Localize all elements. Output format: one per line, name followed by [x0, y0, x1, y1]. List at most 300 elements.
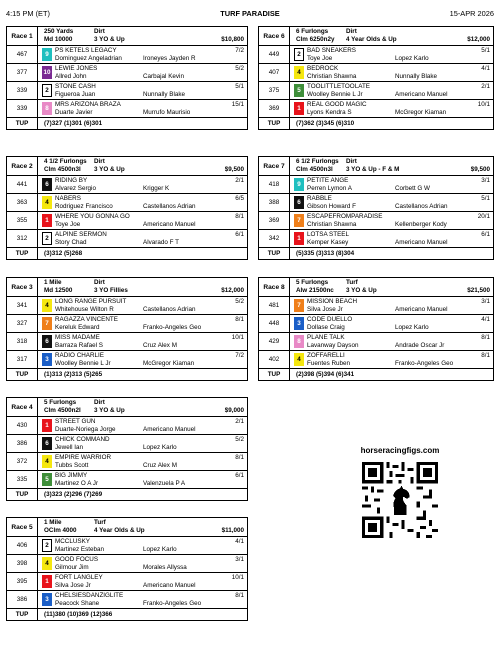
- race-purse: $21,500: [467, 287, 490, 294]
- figure-number: 342: [259, 230, 290, 248]
- brand-url[interactable]: horseracingfigs.com: [360, 446, 440, 455]
- race-date: 15-APR 2026: [449, 9, 494, 18]
- jockey-name: Gibson Howard F: [307, 202, 356, 210]
- race-number: Race 4: [7, 398, 38, 417]
- morning-line-odds: 3/1: [235, 556, 244, 563]
- figure-number: 363: [7, 194, 38, 212]
- race-conditions: [38, 398, 248, 417]
- morning-line-odds: 8/1: [481, 334, 490, 341]
- tup-values: (3)323 (2)296 (7)269: [38, 489, 248, 501]
- entry-row: [7, 297, 248, 315]
- trainer-name: Castellanos Adrian: [143, 305, 196, 313]
- jockey-name: Woolley Bennie L Jr: [55, 359, 111, 367]
- morning-line-odds: 8/1: [235, 454, 244, 461]
- horse-name: MISSION BEACH: [307, 298, 358, 305]
- horse-name: PS KETELS LEGACY: [55, 47, 117, 54]
- race-age: 3 YO Fillies: [94, 287, 128, 294]
- horse-name: STREET GUN: [55, 418, 96, 425]
- race-class: Clm 4500n3l: [44, 166, 81, 173]
- morning-line-odds: 6/1: [481, 231, 490, 238]
- race-distance: 6 1/2 Furlongs: [296, 158, 339, 165]
- entry-cell: [38, 315, 248, 333]
- entry-row: [7, 212, 248, 230]
- race-number: Race 7: [259, 157, 290, 176]
- race-purse: $11,000: [221, 527, 244, 534]
- tup-row: [7, 248, 248, 260]
- morning-line-odds: 5/2: [235, 65, 244, 72]
- jockey-name: Peacock Shane: [55, 599, 100, 607]
- saddlecloth-number: 1: [294, 232, 304, 245]
- race-number: Race 2: [7, 157, 38, 176]
- jockey-name: Lavanway Dayson: [307, 341, 359, 349]
- entry-row: [259, 315, 494, 333]
- tup-label: TUP: [259, 369, 290, 381]
- trainer-name: Lopez Karlo: [395, 323, 429, 331]
- post-time: 4:15 PM (ET): [6, 9, 50, 18]
- race-conditions-line-2: [44, 407, 244, 415]
- race-class: Clm 4500n2l: [44, 407, 81, 414]
- morning-line-odds: 20/1: [477, 213, 490, 220]
- saddlecloth-number: 1: [42, 419, 52, 432]
- trainer-name: Corbett G W: [395, 184, 430, 192]
- horse-name: RIDING BY: [55, 177, 88, 184]
- morning-line-odds: 2/1: [481, 83, 490, 90]
- race-number: Race 3: [7, 278, 38, 297]
- horse-name: FORT LANGLEY: [55, 574, 103, 581]
- horse-name: CODE DUELLO: [307, 316, 353, 323]
- morning-line-odds: 8/1: [235, 592, 244, 599]
- entry-cell: [38, 471, 248, 489]
- horse-name: EMPIRE WARRIOR: [55, 454, 112, 461]
- horse-name: MRS ARIZONA BRAZA: [55, 101, 121, 108]
- race-conditions-line-2: [44, 527, 244, 535]
- horse-name: PLANE TALK: [307, 334, 345, 341]
- horse-name: RABBLE: [307, 195, 332, 202]
- race-number: Race 1: [7, 27, 38, 46]
- trainer-name: Franko-Angeles Geo: [395, 359, 454, 367]
- entry-row: [259, 230, 494, 248]
- saddlecloth-number: 10: [42, 66, 52, 79]
- race-conditions-line-1: [44, 399, 244, 407]
- entry-cell: [290, 297, 494, 315]
- jockey-name: Perren Lymon A: [307, 184, 352, 192]
- saddlecloth-number: 2: [42, 84, 52, 97]
- race-number: Race 6: [259, 27, 290, 46]
- horse-name: CHELSIESDANZIGLITE: [55, 592, 124, 599]
- saddlecloth-number: 7: [294, 299, 304, 312]
- race-age: 4 Year Olds & Up: [94, 527, 145, 534]
- entry-cell: [290, 351, 494, 369]
- entry-cell: [38, 573, 248, 591]
- entry-cell: [290, 212, 494, 230]
- horse-name: MCCLUSKY: [55, 538, 90, 545]
- trainer-name: Lopez Karlo: [143, 545, 177, 553]
- saddlecloth-number: 7: [294, 214, 304, 227]
- morning-line-odds: 5/2: [235, 298, 244, 305]
- entry-row: [7, 333, 248, 351]
- saddlecloth-number: 4: [42, 299, 52, 312]
- race-class: Alw 21500nc: [296, 287, 334, 294]
- figure-number: 355: [7, 212, 38, 230]
- morning-line-odds: 5/2: [235, 436, 244, 443]
- trainer-name: Americano Manuel: [395, 90, 448, 98]
- horse-name: NABERS: [55, 195, 81, 202]
- saddlecloth-number: 6: [294, 196, 304, 209]
- trainer-name: Americano Manuel: [395, 238, 448, 246]
- race-surface: Dirt: [94, 28, 105, 35]
- track-name: TURF PARADISE: [220, 9, 280, 18]
- morning-line-odds: 7/2: [235, 47, 244, 54]
- trainer-name: Valenzuela P A: [143, 479, 186, 487]
- horse-name: TOOLITTLETOOLATE: [307, 83, 370, 90]
- trainer-name: Nunnally Blake: [143, 90, 186, 98]
- horse-name: ALPINE SERMON: [55, 231, 107, 238]
- entry-cell: [290, 82, 494, 100]
- race-class: Md 12500: [44, 287, 73, 294]
- morning-line-odds: 5/1: [481, 47, 490, 54]
- horse-name: ESCAPEFROMPARADISE: [307, 213, 383, 220]
- figure-number: 369: [259, 100, 290, 118]
- morning-line-odds: 2/1: [235, 418, 244, 425]
- jockey-name: Silva Jose Jr: [307, 305, 343, 313]
- jockey-name: Toye Joe: [307, 54, 333, 62]
- race-age: 3 YO & Up: [94, 36, 125, 43]
- entry-cell: [38, 537, 248, 555]
- saddlecloth-number: 2: [42, 539, 52, 552]
- tup-label: TUP: [7, 489, 38, 501]
- entry-row: [259, 351, 494, 369]
- saddlecloth-number: 5: [42, 473, 52, 486]
- race-number: Race 8: [259, 278, 290, 297]
- jockey-name: Jewell Ian: [55, 443, 84, 451]
- entry-row: [7, 315, 248, 333]
- figure-number: 467: [7, 46, 38, 64]
- entry-cell: [38, 176, 248, 194]
- saddlecloth-number: 1: [294, 102, 304, 115]
- race-conditions: [38, 157, 248, 176]
- entry-cell: [38, 351, 248, 369]
- entry-cell: [290, 64, 494, 82]
- race-conditions-line-1: [296, 158, 490, 166]
- jockey-name: Lyons Kendra S: [307, 108, 352, 116]
- tup-values: (11)380 (10)369 (12)366: [38, 609, 248, 621]
- race-surface: Dirt: [94, 279, 105, 286]
- jockey-name: Dominguez Angeladrian: [55, 54, 122, 62]
- figure-number: 402: [259, 351, 290, 369]
- figure-number: 395: [7, 573, 38, 591]
- entry-row: [259, 82, 494, 100]
- race-distance: 5 Furlongs: [44, 399, 77, 406]
- horse-name: REAL GOOD MAGIC: [307, 101, 367, 108]
- morning-line-odds: 10/1: [231, 334, 244, 341]
- entry-cell: [38, 333, 248, 351]
- morning-line-odds: 8/1: [481, 352, 490, 359]
- horse-name: LEWIE JONES: [55, 65, 98, 72]
- entry-row: [7, 453, 248, 471]
- tup-label: TUP: [7, 369, 38, 381]
- trainer-name: Kellenberger Kody: [395, 220, 447, 228]
- entry-cell: [290, 176, 494, 194]
- jockey-name: Duarte-Noriega Jorge: [55, 425, 116, 433]
- tup-values: (5)335 (3)313 (8)304: [290, 248, 494, 260]
- entry-cell: [38, 230, 248, 248]
- entry-row: [259, 176, 494, 194]
- morning-line-odds: 4/1: [481, 316, 490, 323]
- race-conditions-line-2: [296, 36, 490, 44]
- figure-number: 318: [7, 333, 38, 351]
- race-distance: 1 Mile: [44, 279, 62, 286]
- saddlecloth-number: 8: [42, 102, 52, 115]
- trainer-name: Lopez Karlo: [143, 443, 177, 451]
- race-table: [6, 517, 248, 621]
- entry-row: [7, 351, 248, 369]
- jockey-name: Story Chad: [55, 238, 87, 246]
- tup-values: (7)362 (3)345 (6)310: [290, 118, 494, 130]
- jockey-name: Woolley Bennie L Jr: [307, 90, 363, 98]
- race-table: [6, 277, 248, 381]
- trainer-name: Lopez Karlo: [395, 54, 429, 62]
- jockey-name: Toye Joe: [55, 220, 81, 228]
- figure-number: 335: [7, 471, 38, 489]
- entry-cell: [38, 194, 248, 212]
- figure-number: 398: [7, 555, 38, 573]
- morning-line-odds: 8/1: [235, 213, 244, 220]
- saddlecloth-number: 4: [42, 557, 52, 570]
- figure-number: 317: [7, 351, 38, 369]
- horse-name: MISS MADAME: [55, 334, 100, 341]
- horse-name: PETITE ANGE: [307, 177, 349, 184]
- jockey-name: Figueroa Juan: [55, 90, 96, 98]
- saddlecloth-number: 6: [42, 178, 52, 191]
- entry-row: [7, 555, 248, 573]
- figure-number: 339: [7, 100, 38, 118]
- figure-number: 312: [7, 230, 38, 248]
- entry-row: [7, 537, 248, 555]
- saddlecloth-number: 6: [42, 335, 52, 348]
- jockey-name: Allred John: [55, 72, 87, 80]
- entry-cell: [38, 100, 248, 118]
- race-purse: $9,000: [224, 407, 244, 414]
- entry-cell: [290, 194, 494, 212]
- jockey-name: Tubbs Scott: [55, 461, 89, 469]
- entry-row: [259, 194, 494, 212]
- tup-row: [259, 118, 494, 130]
- entry-row: [7, 591, 248, 609]
- jockey-name: Fuentes Ruben: [307, 359, 351, 367]
- figure-number: 441: [7, 176, 38, 194]
- tup-label: TUP: [7, 609, 38, 621]
- race-conditions-line-1: [44, 279, 244, 287]
- horse-name: BEDROCK: [307, 65, 339, 72]
- race-conditions-line-2: [44, 36, 244, 44]
- trainer-name: Castellanos Adrian: [395, 202, 448, 210]
- figure-number: 369: [259, 212, 290, 230]
- trainer-name: Murrufo Maurisio: [143, 108, 191, 116]
- trainer-name: Cruz Alex M: [143, 461, 177, 469]
- entry-row: [259, 333, 494, 351]
- jockey-name: Dollase Craig: [307, 323, 345, 331]
- morning-line-odds: 8/1: [235, 316, 244, 323]
- figure-number: 372: [7, 453, 38, 471]
- race-purse: $12,000: [221, 287, 244, 294]
- race-purse: $9,500: [470, 166, 490, 173]
- morning-line-odds: 6/5: [235, 195, 244, 202]
- horse-name: LOTSA STEEL: [307, 231, 349, 238]
- race-conditions-line-1: [44, 158, 244, 166]
- morning-line-odds: 10/1: [231, 574, 244, 581]
- entry-row: [7, 176, 248, 194]
- jockey-name: Rodriguez Francisco: [55, 202, 113, 210]
- morning-line-odds: 6/1: [235, 231, 244, 238]
- saddlecloth-number: 4: [294, 66, 304, 79]
- figure-number: 429: [259, 333, 290, 351]
- saddlecloth-number: 5: [294, 84, 304, 97]
- trainer-name: Alvarado F T: [143, 238, 179, 246]
- trainer-name: Andrade Oscar Jr: [395, 341, 445, 349]
- figure-number: 327: [7, 315, 38, 333]
- saddlecloth-number: 4: [42, 455, 52, 468]
- morning-line-odds: 10/1: [477, 101, 490, 108]
- tup-label: TUP: [7, 248, 38, 260]
- entry-row: [259, 297, 494, 315]
- jockey-name: Silva Jose Jr: [55, 581, 91, 589]
- race-age: 3 YO & Up: [94, 407, 125, 414]
- trainer-name: McGregor Kiaman: [395, 108, 447, 116]
- race-class: OClm 4000: [44, 527, 77, 534]
- tup-label: TUP: [259, 248, 290, 260]
- entry-cell: [38, 435, 248, 453]
- jockey-name: Christian Shawna: [307, 72, 357, 80]
- entry-row: [259, 46, 494, 64]
- horse-name: BAD SNEAKERS: [307, 47, 356, 54]
- jockey-name: Duarte Javier: [55, 108, 93, 116]
- entry-row: [7, 194, 248, 212]
- morning-line-odds: 7/2: [235, 352, 244, 359]
- saddlecloth-number: 9: [42, 48, 52, 61]
- saddlecloth-number: 1: [42, 575, 52, 588]
- trainer-name: Americano Manuel: [143, 581, 196, 589]
- qr-code-icon[interactable]: [362, 462, 438, 538]
- figure-number: 375: [259, 82, 290, 100]
- race-table: [6, 397, 248, 501]
- trainer-name: Nunnally Blake: [395, 72, 438, 80]
- page-header: [6, 9, 494, 21]
- race-table: [258, 26, 494, 130]
- race-conditions-line-2: [44, 166, 244, 174]
- trainer-name: Americano Manuel: [143, 220, 196, 228]
- horse-name: GOOD FOCUS: [55, 556, 99, 563]
- morning-line-odds: 6/1: [235, 472, 244, 479]
- race-surface: Dirt: [346, 158, 357, 165]
- entry-cell: [290, 315, 494, 333]
- jockey-name: Christian Shawna: [307, 220, 357, 228]
- trainer-name: Cruz Alex M: [143, 341, 177, 349]
- tup-row: [259, 248, 494, 260]
- jockey-name: Martinez Esteban: [55, 545, 105, 553]
- saddlecloth-number: 2: [294, 48, 304, 61]
- saddlecloth-number: 9: [294, 178, 304, 191]
- race-conditions: [290, 27, 494, 46]
- tup-values: (1)313 (2)313 (5)265: [38, 369, 248, 381]
- morning-line-odds: 3/1: [481, 177, 490, 184]
- race-purse: $9,500: [224, 166, 244, 173]
- tup-row: [7, 369, 248, 381]
- saddlecloth-number: 3: [42, 593, 52, 606]
- entry-cell: [38, 453, 248, 471]
- race-distance: 4 1/2 Furlongs: [44, 158, 87, 165]
- race-table: [6, 26, 248, 130]
- entry-cell: [290, 333, 494, 351]
- figure-number: 407: [259, 64, 290, 82]
- entry-row: [7, 46, 248, 64]
- race-class: Md 10000: [44, 36, 73, 43]
- morning-line-odds: 5/1: [235, 83, 244, 90]
- saddlecloth-number: 2: [42, 232, 52, 245]
- tup-row: [7, 489, 248, 501]
- race-surface: Dirt: [346, 28, 357, 35]
- race-purse: $12,000: [467, 36, 490, 43]
- race-conditions-line-1: [44, 28, 244, 36]
- figure-number: 341: [7, 297, 38, 315]
- trainer-name: Americano Manuel: [143, 425, 196, 433]
- race-conditions-line-1: [44, 519, 244, 527]
- saddlecloth-number: 8: [294, 335, 304, 348]
- entry-cell: [38, 212, 248, 230]
- saddlecloth-number: 4: [294, 353, 304, 366]
- morning-line-odds: 2/1: [235, 177, 244, 184]
- race-age: 3 YO & Up: [346, 287, 377, 294]
- entry-row: [259, 100, 494, 118]
- figure-number: 386: [7, 435, 38, 453]
- figure-number: 430: [7, 417, 38, 435]
- entry-row: [7, 417, 248, 435]
- entry-row: [7, 435, 248, 453]
- race-conditions-line-2: [44, 287, 244, 295]
- race-class: Clm 6250n2y: [296, 36, 335, 43]
- tup-values: (2)398 (5)394 (6)341: [290, 369, 494, 381]
- race-table: [6, 156, 248, 260]
- race-surface: Turf: [94, 519, 106, 526]
- race-conditions: [38, 27, 248, 46]
- horse-name: WHERE YOU GONNA GO: [55, 213, 130, 220]
- race-age: 3 YO & Up: [94, 166, 125, 173]
- entry-cell: [290, 230, 494, 248]
- saddlecloth-number: 3: [294, 317, 304, 330]
- horse-name: RADIO CHARLIE: [55, 352, 104, 359]
- race-conditions-line-1: [296, 28, 490, 36]
- race-surface: Dirt: [94, 399, 105, 406]
- entry-row: [259, 212, 494, 230]
- tup-label: TUP: [7, 118, 38, 130]
- trainer-name: Castellanos Adrian: [143, 202, 196, 210]
- trainer-name: Franko-Angeles Geo: [143, 599, 202, 607]
- trainer-name: Morales Allyssa: [143, 563, 187, 571]
- figure-number: 406: [7, 537, 38, 555]
- figure-number: 339: [7, 82, 38, 100]
- race-surface: Dirt: [94, 158, 105, 165]
- race-table: [258, 156, 494, 260]
- horse-name: ZOFFARELLI: [307, 352, 345, 359]
- jockey-name: Gilmour Jim: [55, 563, 89, 571]
- entry-cell: [290, 46, 494, 64]
- morning-line-odds: 4/1: [481, 65, 490, 72]
- race-number: Race 5: [7, 518, 38, 537]
- entry-cell: [38, 417, 248, 435]
- entry-row: [7, 230, 248, 248]
- entry-cell: [38, 46, 248, 64]
- saddlecloth-number: 1: [42, 214, 52, 227]
- entry-cell: [38, 297, 248, 315]
